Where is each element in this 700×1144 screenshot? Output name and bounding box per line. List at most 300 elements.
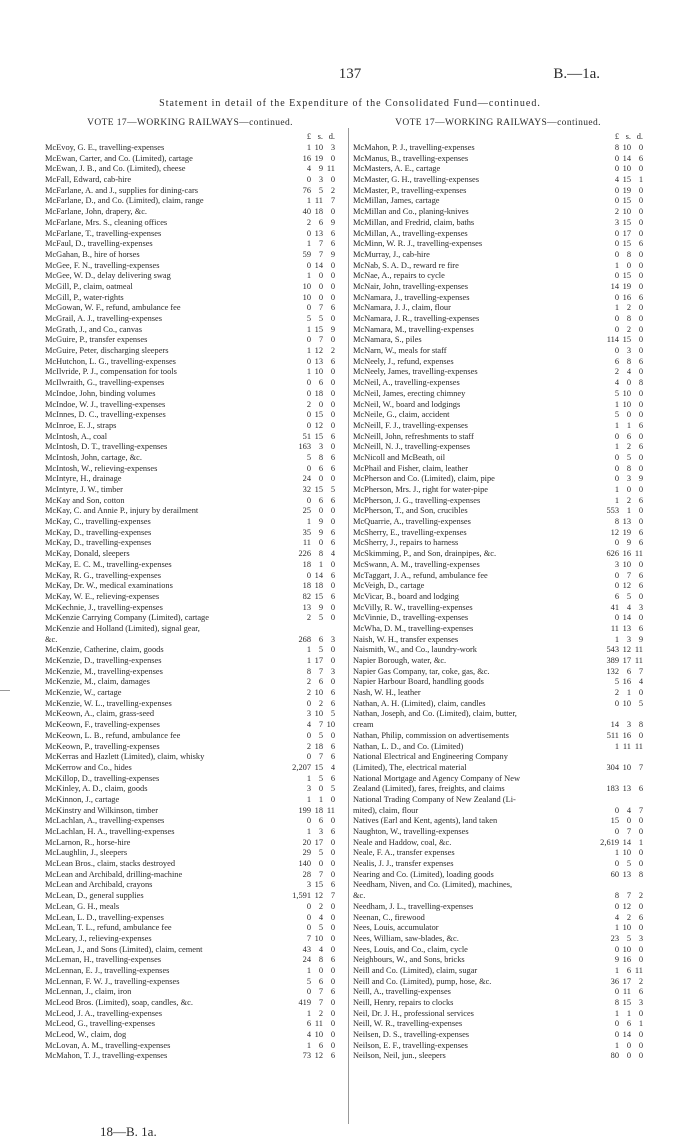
pence-value: 9	[638, 474, 643, 484]
expenditure-row	[45, 549, 335, 560]
payee-description: McNeil, A., travelling-expenses	[353, 378, 460, 388]
amount	[597, 923, 643, 934]
pence-value: 0	[638, 346, 643, 356]
shillings-value: 14	[622, 1030, 631, 1040]
shillings-value: 3	[318, 442, 323, 452]
pounds-value: 0	[306, 303, 311, 313]
payee-description: McGahan, B., hire of horses	[45, 249, 140, 259]
shillings-value: 7	[318, 720, 323, 730]
amount	[597, 378, 643, 389]
pence-value: 0	[330, 613, 335, 623]
payee-description: Neil, Dr. J. H., professional services	[353, 1008, 474, 1018]
shillings-value: 3	[318, 827, 323, 836]
payee-description: McKeown, F., travelling-expenses	[45, 720, 160, 730]
pence-value: 0	[638, 944, 643, 954]
pounds-value: 1	[614, 399, 619, 409]
expenditure-row	[45, 635, 335, 646]
amount	[597, 913, 643, 924]
pence-value: 0	[330, 859, 335, 869]
payee-description: McVinnie, D., travelling-expenses	[353, 613, 469, 623]
shillings-value: 13	[622, 869, 631, 879]
payee-description: McNae, A., repairs to cycle	[353, 271, 445, 281]
expenditure-row	[45, 987, 335, 998]
amount	[289, 1019, 335, 1030]
pounds-value: 23	[610, 933, 619, 943]
shillings-value: 19	[622, 185, 631, 195]
pence-value: 0	[330, 442, 335, 452]
pence-value: 11	[326, 805, 335, 815]
shillings-value: 7	[318, 869, 323, 879]
amount	[597, 656, 643, 667]
expenditure-row	[353, 977, 643, 988]
shillings-value: 5	[318, 773, 323, 783]
payee-description: McVicar, B., board and lodging	[353, 591, 459, 601]
pence-value: 11	[634, 645, 643, 655]
pounds-value: 0	[614, 901, 619, 911]
amount	[289, 709, 335, 720]
pence-value: 4	[330, 762, 335, 772]
pounds-value: 28	[302, 869, 311, 879]
amount	[289, 154, 335, 165]
shillings-value: 10	[622, 143, 631, 152]
shillings-value: 18	[314, 581, 323, 591]
pounds-value: 511	[606, 730, 619, 740]
amount	[289, 517, 335, 528]
pounds-value: 1	[306, 773, 311, 783]
pence-value: 0	[330, 281, 335, 291]
expenditure-row	[353, 998, 643, 1009]
amount	[597, 720, 643, 731]
payee-description: McGee, F. N., travelling-expenses	[45, 260, 160, 270]
amount	[597, 1030, 643, 1041]
pence-value: 5	[330, 784, 335, 794]
pounds-value: 0	[614, 463, 619, 473]
expenditure-row	[353, 934, 643, 945]
expenditure-row	[353, 955, 643, 966]
amount	[289, 261, 335, 272]
shillings-value	[619, 795, 631, 806]
amount	[289, 891, 335, 902]
pounds-value: 0	[306, 388, 311, 398]
expenditure-row	[353, 314, 643, 325]
payee-description: McLarnon, R., horse-hire	[45, 837, 131, 847]
pence-value	[631, 774, 643, 785]
shillings-value: 7	[318, 249, 323, 259]
payee-description: McMasters, A. E., cartage	[353, 164, 441, 174]
pounds-value: 1	[614, 495, 619, 505]
amount	[597, 827, 643, 838]
amount	[597, 880, 643, 891]
shillings-value: 18	[314, 805, 323, 815]
pounds-value: 0	[614, 271, 619, 281]
shillings-value: 10	[622, 762, 631, 772]
expenditure-row	[353, 774, 643, 785]
shillings-value: 10	[314, 933, 323, 943]
payee-description: McSwann, A. M., travelling-expenses	[353, 559, 480, 569]
payee-description: McKenzie, D., travelling-expenses	[45, 656, 162, 665]
pence-unit: d.	[636, 132, 643, 141]
pounds-value: 0	[306, 175, 311, 185]
shillings-value: 3	[626, 720, 631, 730]
shillings-value: 6	[318, 677, 323, 687]
pounds-value: 0	[306, 335, 311, 345]
payee-description: Neighbours, W., and Sons, bricks	[353, 955, 465, 965]
pounds-value: 0	[306, 228, 311, 238]
pence-value: 0	[330, 271, 335, 281]
expenditure-row	[353, 720, 643, 731]
left-column	[45, 118, 335, 1062]
amount	[289, 774, 335, 785]
expenditure-row	[45, 709, 335, 720]
shillings-value: 7	[318, 998, 323, 1007]
amount	[597, 816, 643, 827]
payee-description: McLean, G. H., meals	[45, 901, 120, 911]
amount	[289, 966, 335, 977]
pence-value: 0	[330, 912, 335, 922]
shillings-value: 16	[622, 730, 631, 740]
expenditure-row	[45, 357, 335, 368]
pence-value: 3	[638, 602, 643, 612]
pounds-value	[597, 880, 619, 891]
expenditure-row	[353, 699, 643, 710]
pence-value: 6	[330, 880, 335, 890]
shillings-value: 1	[318, 559, 323, 569]
payee-description: McNeely, J., refund, expenses	[353, 356, 454, 366]
payee-description: McIlvride, P. J., compensation for tools	[45, 367, 177, 377]
pounds-value: 1	[306, 1040, 311, 1050]
expenditure-row	[353, 453, 643, 464]
shillings-value: 16	[622, 292, 631, 302]
expenditure-row	[45, 656, 335, 667]
pounds-value: 0	[614, 249, 619, 259]
payee-description: National Trading Company of New Zealand (Li-	[353, 794, 516, 804]
pence-value: 0	[330, 517, 335, 527]
pence-value: 0	[638, 367, 643, 377]
payee-description: McKay, E. C. M., travelling-expenses	[45, 559, 172, 569]
expenditure-row	[45, 1051, 335, 1062]
payee-description: McIntosh, W., relieving-expenses	[45, 463, 158, 473]
amount	[289, 613, 335, 624]
payee-description: McNeill, N. J., travelling-expenses	[353, 442, 470, 452]
pence-value: 0	[638, 1030, 643, 1040]
payee-description: McNicoll and McBeath, oil	[353, 452, 446, 462]
pence-value: 0	[330, 260, 335, 270]
expenditure-row	[353, 945, 643, 956]
payee-description: McNair, John, travelling-expenses	[353, 281, 469, 291]
payee-description: McLennan, J., claim, iron	[45, 987, 132, 997]
expenditure-row	[353, 517, 643, 528]
pounds-value: 1	[614, 965, 619, 975]
pence-value: 0	[330, 944, 335, 954]
pence-value: 0	[638, 591, 643, 601]
payee-description: McEwan, Carter, and Co. (Limited), cartage	[45, 153, 193, 163]
amount	[597, 474, 643, 485]
expenditure-row	[45, 196, 335, 207]
pence-value: 11	[326, 164, 335, 174]
amount	[597, 763, 643, 774]
shillings-value: 15	[622, 196, 631, 206]
amount	[289, 1051, 335, 1062]
amount	[289, 293, 335, 304]
amount	[289, 635, 335, 646]
pounds-value: 0	[614, 944, 619, 954]
pounds-value: 24	[302, 474, 311, 484]
pence-value	[631, 880, 643, 891]
pence-value: 0	[330, 378, 335, 388]
expenditure-row	[45, 474, 335, 485]
expenditure-row	[353, 239, 643, 250]
pounds-value: 2	[306, 399, 311, 409]
shillings-value: 5	[626, 933, 631, 943]
pence-value: 0	[330, 367, 335, 377]
payee-description: McKillop, D., travelling-expenses	[45, 773, 160, 783]
expenditure-row	[353, 357, 643, 368]
payee-description: Nash, W. H., leather	[353, 688, 421, 698]
shillings-value: 6	[318, 463, 323, 473]
payee-description: mited), claim, flour	[353, 805, 419, 815]
expenditure-list	[45, 143, 335, 1062]
expenditure-row	[45, 186, 335, 197]
amount	[289, 506, 335, 517]
amount	[289, 848, 335, 859]
shillings-value: 7	[626, 570, 631, 580]
signature-mark: 18—B. 1a.	[100, 1124, 157, 1139]
shillings-value: 14	[314, 260, 323, 270]
payee-description: McKenzie and Holland (Limited), signal gear,	[45, 623, 200, 633]
pence-value: 0	[638, 228, 643, 238]
expenditure-row	[45, 261, 335, 272]
shillings-value: 0	[626, 378, 631, 388]
expenditure-row	[353, 432, 643, 443]
pounds-value: 0	[614, 987, 619, 997]
shillings-value: 6	[318, 495, 323, 505]
amount	[289, 186, 335, 197]
amount	[597, 688, 643, 699]
pence-value: 6	[638, 292, 643, 302]
pence-value: 6	[330, 741, 335, 751]
amount	[597, 613, 643, 624]
shillings-value: 7	[318, 752, 323, 762]
shillings-value: 6	[626, 965, 631, 975]
pounds-value	[597, 795, 619, 806]
amount	[597, 966, 643, 977]
payee-description: McLean Bros., claim, stacks destroyed	[45, 859, 176, 869]
payee-description: McGill, P., claim, oatmeal	[45, 281, 133, 291]
amount	[597, 603, 643, 614]
pounds-value: 73	[302, 1051, 311, 1061]
pence-value: 0	[330, 998, 335, 1007]
pence-value: 0	[330, 645, 335, 655]
pounds-value: 40	[302, 207, 311, 217]
pounds-value: 8	[614, 891, 619, 901]
pence-value: 1	[638, 1019, 643, 1029]
pounds-value: 8	[614, 998, 619, 1007]
shillings-value: 0	[626, 410, 631, 420]
pounds-value: 304	[606, 762, 619, 772]
pence-value: 8	[638, 869, 643, 879]
shillings-value: 0	[318, 281, 323, 291]
amount	[289, 816, 335, 827]
payee-description: Nees, William, saw-blades, &c.	[353, 933, 459, 943]
expenditure-row	[45, 207, 335, 218]
amount	[597, 902, 643, 913]
pounds-value: 36	[610, 976, 619, 986]
shillings-value: 6	[318, 634, 323, 644]
payee-description: McVeigh, D., cartage	[353, 581, 425, 591]
expenditure-row	[353, 400, 643, 411]
shillings-value: 2	[318, 901, 323, 911]
payee-description: McMinn, W. R. J., travelling-expenses	[353, 239, 483, 249]
expenditure-row	[353, 987, 643, 998]
pence-value: 0	[330, 976, 335, 986]
payee-description: McGuire, P., transfer expenses	[45, 335, 148, 345]
pence-value: 0	[638, 688, 643, 698]
payee-description: National Mortgage and Agency Company of New	[353, 773, 520, 783]
pounds-value: 0	[614, 859, 619, 869]
pounds-value: 29	[302, 848, 311, 858]
pence-value: 0	[638, 388, 643, 398]
pounds-value: 1	[614, 1040, 619, 1050]
pounds-value: 163	[298, 442, 311, 452]
shillings-value: 6	[626, 1019, 631, 1029]
pence-value: 0	[330, 1019, 335, 1029]
amount	[597, 207, 643, 218]
amount	[597, 667, 643, 678]
expenditure-row	[45, 913, 335, 924]
shillings-value: 13	[314, 356, 323, 366]
amount	[289, 784, 335, 795]
pounds-value: 0	[614, 581, 619, 591]
payee-description: McTaggart, J. A., refund, ambulance fee	[353, 570, 488, 580]
expenditure-row	[45, 742, 335, 753]
expenditure-row	[45, 966, 335, 977]
amount	[597, 1051, 643, 1062]
pence-value: 0	[330, 923, 335, 933]
payee-description: McManus, B., travelling-expenses	[353, 153, 469, 163]
expenditure-row	[353, 827, 643, 838]
pounds-value: 4	[614, 912, 619, 922]
amount	[289, 752, 335, 763]
expenditure-row	[353, 474, 643, 485]
amount	[597, 186, 643, 197]
pence-value: 0	[330, 506, 335, 516]
payee-description: McEwan, J. B., and Co. (Limited), cheese	[45, 164, 186, 174]
payee-description: McNeil, James, erecting chimney	[353, 388, 466, 398]
shillings-value: 18	[314, 741, 323, 751]
payee-description: Nathan, A. H. (Limited), claim, candles	[353, 698, 486, 708]
amount	[289, 795, 335, 806]
expenditure-row	[353, 485, 643, 496]
expenditure-row	[45, 731, 335, 742]
expenditure-row	[45, 859, 335, 870]
shillings-value: 15	[622, 175, 631, 185]
payee-description: McKenzie, W., cartage	[45, 688, 122, 698]
amount	[289, 742, 335, 753]
payee-description: Nathan, Joseph, and Co. (Limited), claim, butter,	[353, 709, 517, 719]
pence-value: 0	[330, 837, 335, 847]
amount	[289, 603, 335, 614]
shillings-value: 6	[318, 378, 323, 388]
pence-value: 0	[330, 399, 335, 409]
amount	[597, 517, 643, 528]
pence-value: 0	[638, 506, 643, 516]
shillings-value: 17	[314, 656, 323, 665]
expenditure-row	[353, 731, 643, 742]
pence-value: 0	[330, 933, 335, 943]
pounds-value: 419	[298, 998, 311, 1007]
shillings-value: 3	[318, 175, 323, 185]
pounds-value: 8	[306, 666, 311, 676]
amount	[597, 699, 643, 710]
expenditure-row	[45, 720, 335, 731]
shillings-value: 0	[626, 485, 631, 494]
shillings-value: 2	[626, 442, 631, 452]
pence-value: 0	[330, 1040, 335, 1050]
pounds-value: 11	[610, 623, 619, 633]
amount	[289, 250, 335, 261]
pence-value: 6	[638, 239, 643, 249]
amount	[289, 592, 335, 603]
pounds-value: 0	[614, 827, 619, 836]
shillings-value: 0	[318, 474, 323, 484]
expenditure-row	[45, 934, 335, 945]
payee-description: McFarlane, T., travelling-expenses	[45, 228, 162, 238]
expenditure-row	[45, 677, 335, 688]
shillings-value: 6	[318, 217, 323, 227]
shillings-value: 14	[622, 613, 631, 623]
payee-description: McKechnie, J., travelling-expenses	[45, 602, 163, 612]
expenditure-row	[353, 859, 643, 870]
pence-value	[631, 795, 643, 806]
pence-value: 6	[330, 452, 335, 462]
expenditure-row	[353, 186, 643, 197]
shillings-value: 8	[626, 356, 631, 366]
expenditure-row	[353, 667, 643, 678]
pence-value: 6	[330, 538, 335, 548]
shillings-value: 1	[318, 794, 323, 804]
pence-value: 6	[638, 623, 643, 633]
shillings-value: 6	[318, 1040, 323, 1050]
shillings-unit: s.	[317, 132, 323, 141]
pence-value: 0	[330, 420, 335, 430]
pounds-value: 0	[306, 356, 311, 366]
pence-value: 0	[638, 559, 643, 569]
amount	[289, 934, 335, 945]
pence-value	[631, 709, 643, 720]
payee-description: Napier Harbour Board, handling goods	[353, 677, 484, 687]
pence-value: 0	[638, 613, 643, 623]
pence-value: 0	[638, 196, 643, 206]
amount	[289, 164, 335, 175]
pence-value: 0	[638, 452, 643, 462]
shillings-value: 4	[626, 805, 631, 815]
expenditure-row	[353, 923, 643, 934]
pounds-value: 5	[306, 314, 311, 323]
shillings-value: 2	[626, 495, 631, 505]
amount	[289, 314, 335, 325]
shillings-value	[619, 774, 631, 785]
expenditure-row	[45, 880, 335, 891]
pence-value: 6	[330, 591, 335, 601]
pence-unit: d.	[328, 132, 335, 141]
expenditure-row	[45, 763, 335, 774]
expenditure-row	[45, 870, 335, 881]
pence-value: 6	[330, 987, 335, 997]
payee-description: McFarlane, D., and Co. (Limited), claim, range	[45, 196, 204, 206]
shillings-value: 17	[622, 976, 631, 986]
shillings-value: 15	[622, 239, 631, 249]
expenditure-row	[45, 335, 335, 346]
